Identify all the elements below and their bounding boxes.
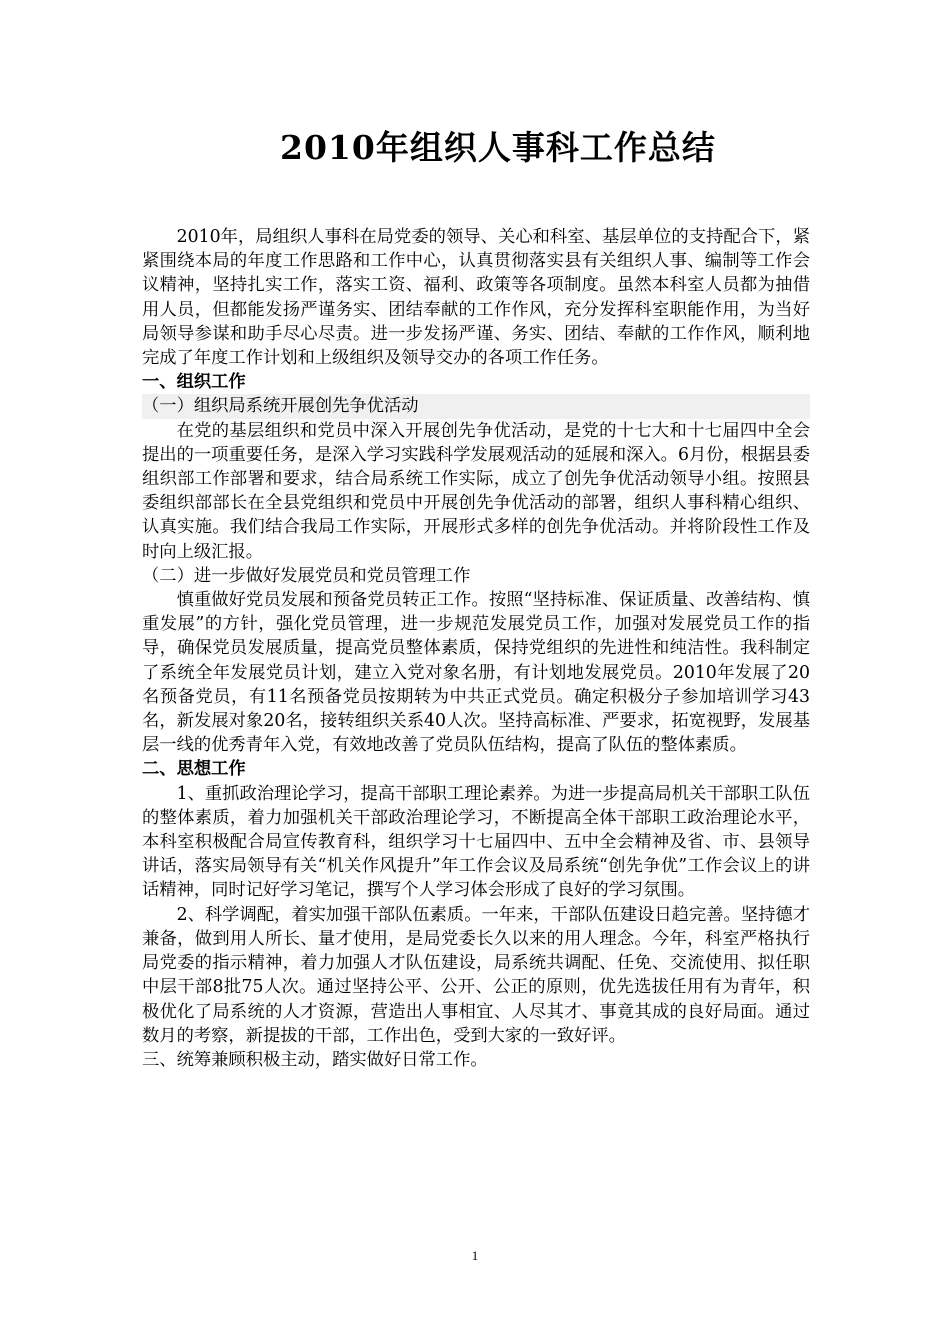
subsection-heading-party-members: （二）进一步做好发展党员和党员管理工作 xyxy=(142,565,471,586)
cadre-deployment-paragraph: 2、科学调配，着实加强干部队伍素质。一年来，干部队伍建设日趋完善。坚持德才兼备，做到用人所长、量才使用，是局党委长久以来的用人理念。今年，科室严格执行局党委的指示精神，着力加强人才队伍建设，局系统共调配、任免、交流使用、拟任职中层干部8批75人次。通过坚持公平、公开、公正的原则，优先选拔任用有为青年，积极优化了局系统的人才资源，营造出人事相宜、人尽其才、事竟其成的良好局面。通过数月的考察，新提拔的干部，工作出色，受到大家的一致好评。 xyxy=(142,904,810,1046)
theory-study-paragraph: 1、重抓政治理论学习，提高干部职工理论素养。为进一步提高局机关干部职工队伍的整体素质，着力加强机关干部政治理论学习，不断提高全体干部职工政治理论水平，本科室积极配合局宣传教育科，组织学习十七届四中、五中全会精神及省、市、县领导讲话，落实局领导有关“机关作风提升”年工作会议及局系统“创先争优”工作会议上的讲话精神，同时记好学习笔记，撰写个人学习体会形成了良好的学习氛围。 xyxy=(142,783,810,901)
section-heading-daily-work: 三、统筹兼顾积极主动，踏实做好日常工作。 xyxy=(142,1049,488,1070)
activity-paragraph: 在党的基层组织和党员中深入开展创先争优活动，是党的十七大和十七届四中全会提出的一项重要任务，是深入学习实践科学发展观活动的延展和深入。6月份，根据县委组织部工作部署和要求，结合局系统工作实际，成立了创先争优活动领导小组。按照县委组织部部长在全县党组织和党员中开展创先争优活动的部署，组织人事科精心组织、认真实施。我们结合我局工作实际，开展形式多样的创先争优活动。并将阶段性工作及时向上级汇报。 xyxy=(142,420,810,562)
section-heading-ideology: 二、思想工作 xyxy=(142,759,246,780)
document-title: 2010年组织人事科工作总结 xyxy=(280,128,716,167)
intro-paragraph: 2010年，局组织人事科在局党委的领导、关心和科室、基层单位的支持配合下，紧紧围绕本局的年度工作思路和工作中心，认真贯彻落实县有关组织人事、编制等工作会议精神，坚持扎实工作，落实工资、福利、政策等各项制度。虽然本科室人员都为抽借用人员，但都能发扬严谨务实、团结奉献的工作作风，充分发挥科室职能作用，为当好局领导参谋和助手尽心尽责。进一步发扬严谨、务实、团结、奉献的工作作风，顺利地完成了年度工作计划和上级组织及领导交办的各项工作任务。 xyxy=(142,227,810,369)
party-members-paragraph: 慎重做好党员发展和预备党员转正工作。按照“坚持标准、保证质量、改善结构、慎重发展”的方针，强化党员管理，进一步规范发展党员工作，加强对发展党员工作的指导，确保党员发展质量，提高党员整体素质，保持党组织的先进性和纯洁性。我科制定了系统全年发展党员计划，建立入党对象名册，有计划地发展党员。2010年发展了20名预备党员，有11名预备党员按期转为中共正式党员。确定积极分子参加培训学习43名，新发展对象20名，接转组织关系40人次。坚持高标准、严要求，拓宽视野，发展基层一线的优秀青年入党，有效地改善了党员队伍结构，提高了队伍的整体素质。 xyxy=(142,590,810,756)
document-body xyxy=(142,225,810,1072)
section-heading-organization: 一、组织工作 xyxy=(142,372,246,393)
page-number: 1 xyxy=(471,1248,479,1263)
subsection-heading-activity: （一）组织局系统开展创先争优活动 xyxy=(142,394,810,418)
